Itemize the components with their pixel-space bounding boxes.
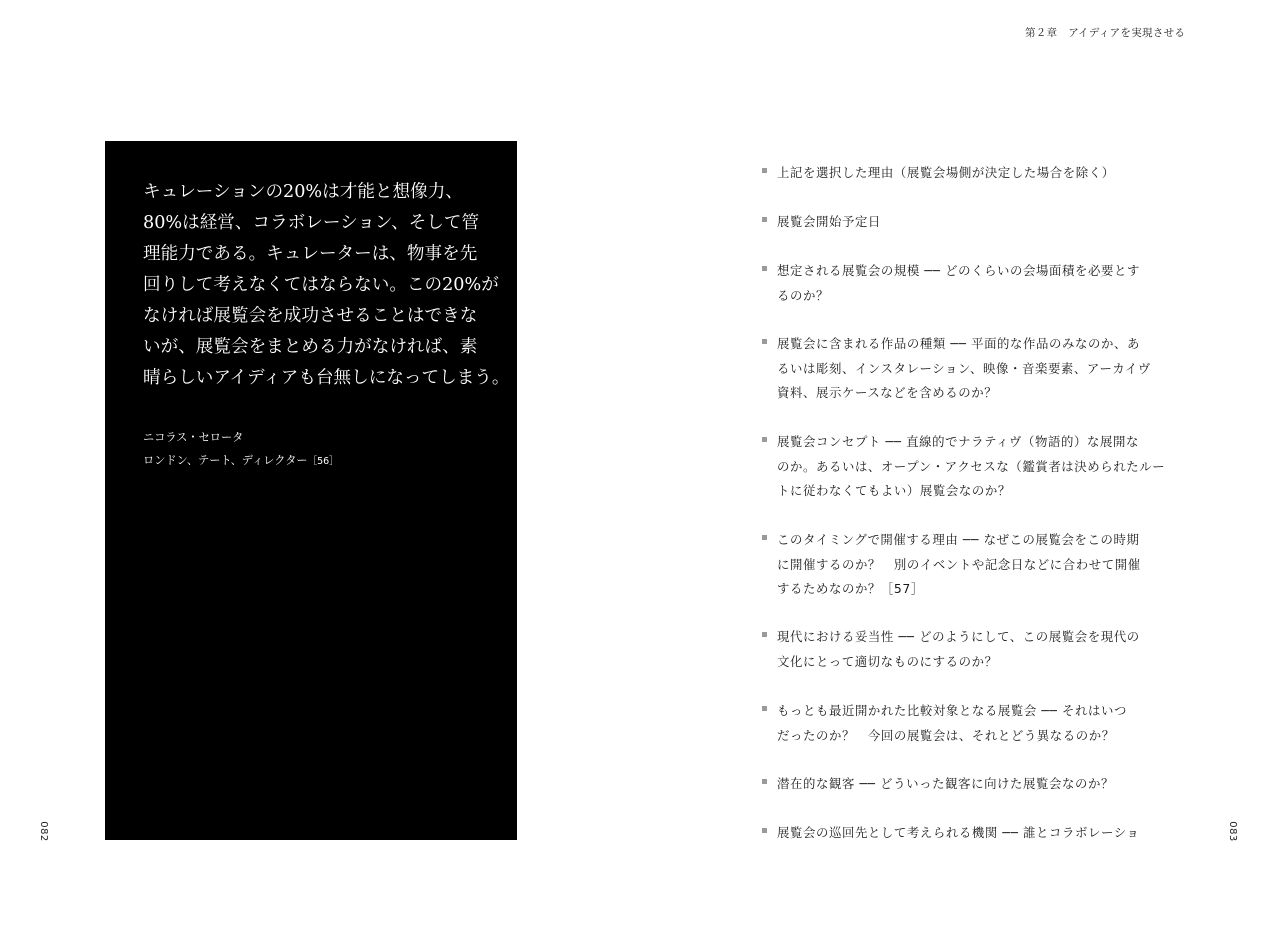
square-bullet-icon — [762, 828, 767, 833]
list-item-line: に開催するのか？ 別のイベントや記念日などに合わせて開催 — [777, 556, 1141, 572]
quote-author-affiliation: ロンドン、テート、ディレクター — [143, 454, 308, 467]
square-bullet-icon — [762, 168, 767, 173]
square-bullet-icon — [762, 632, 767, 637]
quote-line: 晴らしいアイディアも台無しになってしまう。 — [143, 368, 510, 388]
list-item-line: もっとも最近開かれた比較対象となる展覧会 ── それはいつ — [777, 703, 1127, 718]
list-item-line: 展覧会の巡回先として考えられる機関 ── 誰とコラボレーショ — [777, 825, 1140, 840]
list-item-line: 想定される展覧会の規模 ── どのくらいの会場面積を必要とす — [777, 263, 1140, 278]
list-item-text — [777, 430, 1182, 504]
list-item-text — [777, 161, 1182, 186]
square-bullet-icon — [762, 217, 767, 222]
quote-line: 80%は経営、コラボレーション、そして管 — [143, 213, 480, 233]
square-bullet-icon — [762, 266, 767, 271]
square-bullet-icon — [762, 706, 767, 711]
list-item-text — [777, 772, 1182, 797]
running-head: 第２章 アイディアを実現させる — [1025, 27, 1186, 39]
list-item-line: 現代における妥当性 ── どのようにして、この展覧会を現代の — [777, 629, 1140, 644]
list-item-text — [777, 821, 1182, 846]
quote-panel — [105, 141, 517, 840]
list-item-text — [777, 332, 1182, 406]
page-number-right: 083 — [1226, 821, 1238, 842]
quote-line: 理能力である。キュレーターは、物事を先 — [143, 244, 478, 264]
list-item-line: のか。あるいは、オープン・アクセスな（鑑賞者は決められたルー — [777, 458, 1166, 474]
list-item-text — [777, 528, 1182, 602]
list-item-text — [777, 699, 1182, 748]
list-item-line: 上記を選択した理由（展覧会場側が決定した場合を除く） — [777, 165, 1115, 180]
square-bullet-icon — [762, 437, 767, 442]
list-item-line: だったのか？ 今回の展覧会は、それとどう異なるのか？ — [777, 727, 1115, 743]
list-item-line: 展覧会開始予定日 — [777, 214, 881, 229]
quote-text — [143, 177, 510, 394]
list-item-line: トに従わなくてもよい）展覧会なのか？ — [777, 483, 1011, 498]
list-item-line: 潜在的な観客 ── どういった観客に向けた展覧会なのか？ — [777, 776, 1114, 791]
quote-author-name: ニコラス・セロータ — [143, 431, 244, 444]
list-item-text — [777, 210, 1182, 235]
quote-line: キュレーションの20%は才能と想像力、 — [143, 182, 463, 202]
quote-author-affiliation-row — [143, 449, 339, 473]
reference-note: ［56］ — [307, 456, 339, 467]
list-item-line: このタイミングで開催する理由 ── なぜこの展覧会をこの時期 — [777, 532, 1140, 547]
list-item-line: 資料、展示ケースなどを含めるのか？ — [777, 385, 998, 400]
quote-line: 回りして考えなくてはならない。この20%が — [143, 275, 499, 295]
list-item-text — [777, 259, 1182, 308]
quote-line: いが、展覧会をまとめる力がなければ、素 — [143, 337, 478, 357]
list-item-line: するためなのか？［57］ — [777, 581, 924, 596]
square-bullet-icon — [762, 535, 767, 540]
list-item-line: 展覧会に含まれる作品の種類 ── 平面的な作品のみなのか、あ — [777, 336, 1140, 351]
quote-line: なければ展覧会を成功させることはできな — [143, 306, 478, 326]
square-bullet-icon — [762, 339, 767, 344]
list-item-line: 展覧会コンセプト ── 直線的でナラティヴ（物語的）な展開な — [777, 434, 1139, 449]
list-item-line: るいは彫刻、インスタレーション、映像・音楽要素、アーカイヴ — [777, 360, 1151, 376]
page-number-left: 082 — [37, 821, 49, 842]
quote-attribution — [143, 426, 339, 473]
square-bullet-icon — [762, 779, 767, 784]
list-item-text — [777, 625, 1182, 674]
list-item-line: るのか？ — [777, 287, 829, 303]
list-item-line: 文化にとって適切なものにするのか？ — [777, 653, 998, 669]
